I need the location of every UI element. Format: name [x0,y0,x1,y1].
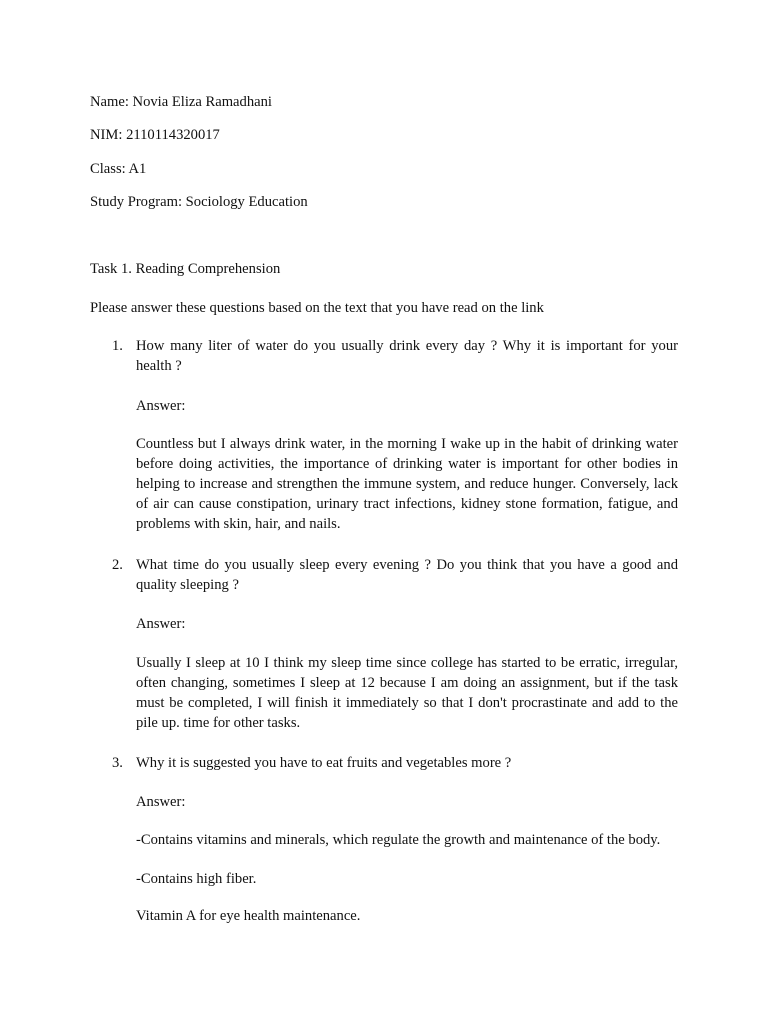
question-2-answer: Usually I sleep at 10 I think my sleep time since college has started to be erratic, irregular, often changing, sometimes I sleep at 12 because I am doing an assignment, but if the task must be completed, I will finish it immediately so that I don't procrastinate and add to the pile up. time for other tasks. [136,655,678,731]
study-program: Study Program: Sociology Education [90,194,308,210]
question-1-number: 1. [112,338,123,354]
question-1-answer: Countless but I always drink water, in the morning I wake up in the habit of drinking water before doing activities, the importance of drinking water is important for other bodies in helping to increase and strengthen the immune system, and reduce hunger. Conversely, lack of air can cause constipation, urinary tract infections, kidney stone formation, fatigue, and problems with skin, hair, and nails. [136,436,678,532]
question-2-text: What time do you usually sleep every evening ? Do you think that you have a good and quality sleeping ? [136,557,678,593]
question-1-answer-label: Answer: [136,398,186,414]
question-3-answer-label: Answer: [136,794,186,810]
student-nim: NIM: 2110114320017 [90,127,220,143]
question-3-answer-point: -Contains high fiber. [136,871,257,887]
student-name: Name: Novia Eliza Ramadhani [90,94,272,110]
question-2-number: 2. [112,557,123,573]
question-3-answer-point: -Contains vitamins and minerals, which regulate the growth and maintenance of the body. [136,832,661,848]
question-3-number: 3. [112,755,123,771]
question-2-answer-label: Answer: [136,616,186,632]
task-title: Task 1. Reading Comprehension [90,261,281,277]
question-3-answer-point: Vitamin A for eye health maintenance. [136,908,361,924]
question-3-text: Why it is suggested you have to eat fruits and vegetables more ? [136,755,512,771]
student-class: Class: A1 [90,161,147,177]
task-instruction: Please answer these questions based on the text that you have read on the link [90,300,544,316]
question-1-text: How many liter of water do you usually drink every day ? Why it is important for your health ? [136,338,678,374]
